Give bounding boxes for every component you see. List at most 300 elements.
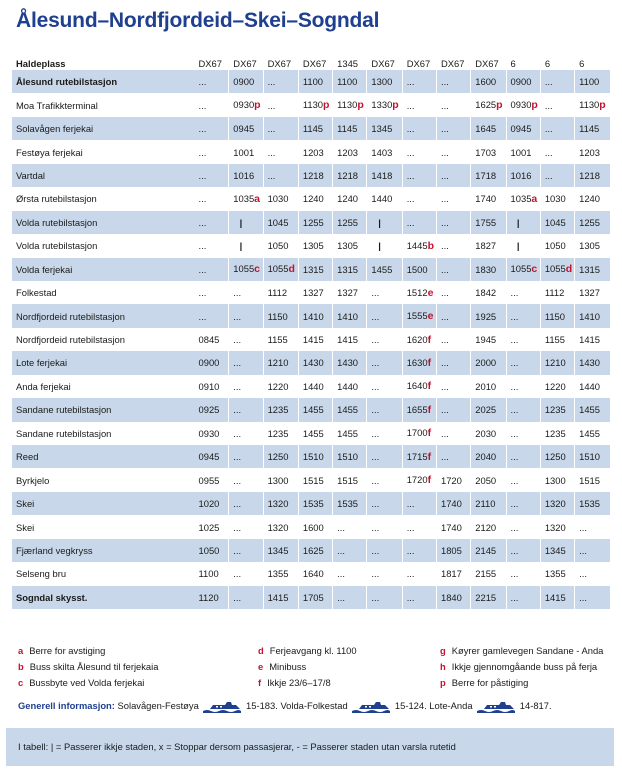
time-value: ...	[510, 544, 519, 556]
departure-time	[540, 164, 574, 187]
departure-time	[367, 164, 402, 187]
time-value: 1510	[337, 451, 358, 463]
departure-time	[436, 422, 470, 445]
table-row	[12, 398, 610, 421]
time-value: 1218	[337, 169, 358, 181]
time-value: 1410	[337, 310, 358, 322]
time-value: 1320	[544, 521, 566, 533]
time-value: 1100	[198, 568, 219, 580]
departure-time	[540, 562, 574, 585]
time-value: ...	[440, 99, 449, 111]
time-value: 1320	[267, 498, 289, 510]
departure-time	[298, 515, 332, 538]
departure-time	[436, 187, 470, 210]
departure-time	[436, 539, 470, 562]
legend-text: Minibuss	[269, 661, 307, 672]
time-value: ...	[406, 146, 415, 158]
departure-time	[263, 281, 298, 304]
time-value: 1840	[440, 591, 462, 603]
time-value: ...	[198, 76, 207, 88]
departure-time	[333, 468, 367, 491]
time-value: 1145	[337, 123, 358, 135]
time-value: ...	[198, 287, 207, 299]
time-value: 1210	[544, 357, 566, 369]
departure-time	[298, 234, 332, 257]
time-value: 1035	[233, 192, 255, 204]
time-value: ...	[440, 240, 449, 252]
departure-time	[506, 398, 540, 421]
departure-time	[471, 140, 506, 163]
time-value: 1510	[579, 451, 600, 463]
departure-time	[298, 140, 332, 163]
departure-time	[367, 304, 402, 327]
departure-time	[263, 164, 298, 187]
departure-time	[195, 140, 229, 163]
legend-item	[18, 661, 158, 672]
departure-time	[540, 539, 574, 562]
time-value: 1145	[579, 123, 600, 135]
legend-letter: c	[18, 677, 24, 688]
departure-time	[506, 328, 540, 351]
legend-text: Berre for avstiging	[29, 645, 106, 656]
departure-time	[298, 539, 332, 562]
time-value: ...	[233, 568, 242, 580]
time-value: ...	[406, 216, 415, 228]
departure-time	[263, 445, 298, 468]
stop-name: Vartdal	[12, 164, 195, 187]
time-value: ...	[440, 380, 449, 392]
time-value: 1715	[406, 450, 428, 462]
time-value: ...	[510, 474, 519, 486]
time-value: 1645	[475, 123, 497, 135]
departure-time	[229, 140, 263, 163]
time-value: 1625	[475, 99, 497, 111]
time-value: 1620	[406, 333, 428, 345]
time-value: ...	[510, 380, 519, 392]
legend-text: Bussbyte ved Volda ferjekai	[29, 677, 145, 688]
stop-name: Sogndal skysst.	[12, 586, 195, 609]
departure-time	[540, 468, 574, 491]
time-value: |	[239, 216, 243, 228]
departure-time	[333, 164, 367, 187]
legend-text: Buss skilta Ålesund til ferjekaia	[29, 661, 159, 672]
legend-letter: p	[440, 677, 446, 688]
time-value: 1720	[406, 474, 428, 486]
general-information	[18, 700, 618, 718]
departure-time	[471, 586, 506, 609]
time-value: ...	[371, 521, 380, 533]
time-value: 1512	[406, 286, 428, 298]
time-value: 0900	[233, 76, 255, 88]
time-value: ...	[510, 287, 519, 299]
time-value: |	[516, 240, 520, 252]
departure-time	[229, 562, 263, 585]
legend-letter: b	[18, 661, 24, 672]
time-value: 1440	[371, 193, 393, 205]
departure-time	[402, 211, 436, 234]
departure-time	[436, 328, 470, 351]
general-info-route-3: Lote-Anda	[429, 700, 473, 711]
time-value: ...	[198, 240, 207, 252]
table-row	[12, 187, 610, 210]
time-value: 0945	[510, 123, 532, 135]
time-value: ...	[544, 76, 553, 88]
departure-time	[298, 164, 332, 187]
stop-name: Sandane rutebilstasjon	[16, 427, 112, 439]
time-value: ...	[371, 451, 380, 463]
departure-time	[402, 258, 436, 281]
time-value: 1315	[579, 263, 600, 275]
time-value: 1320	[544, 498, 566, 510]
departure-time	[402, 117, 436, 140]
departure-time	[402, 351, 436, 374]
departure-time	[540, 422, 574, 445]
departure-time	[298, 258, 332, 281]
legend-letter: h	[440, 661, 446, 672]
time-value: ...	[510, 427, 519, 439]
departure-time	[298, 93, 332, 116]
time-value: 1240	[579, 193, 600, 205]
time-value: 1050	[544, 240, 566, 252]
departure-time	[471, 492, 506, 515]
departure-time	[506, 70, 540, 93]
timetable-header	[12, 58, 610, 70]
column-header-service: DX67	[298, 58, 332, 70]
time-value: 1345	[267, 544, 289, 556]
departure-time	[471, 70, 506, 93]
departure-time	[367, 117, 402, 140]
table-row	[12, 211, 610, 234]
general-info-ref-2: 15-124.	[394, 700, 427, 711]
departure-time	[540, 398, 574, 421]
departure-time	[333, 70, 367, 93]
time-value: 1300	[267, 474, 289, 486]
time-value: 1440	[579, 380, 600, 392]
departure-time	[263, 140, 298, 163]
departure-time	[263, 351, 298, 374]
departure-time	[575, 117, 610, 140]
time-value: 1327	[337, 287, 358, 299]
departure-time	[506, 562, 540, 585]
departure-time	[229, 211, 263, 234]
time-value: 1300	[544, 474, 566, 486]
departure-time	[195, 304, 229, 327]
footnote-marker: p	[357, 99, 364, 112]
departure-time	[436, 398, 470, 421]
departure-time	[367, 187, 402, 210]
time-value: 1220	[267, 380, 289, 392]
departure-time	[506, 515, 540, 538]
footnote-marker: c	[254, 263, 260, 276]
time-value: ...	[198, 123, 207, 135]
time-value: ...	[371, 310, 380, 322]
departure-time	[298, 562, 332, 585]
stop-name: Reed	[12, 445, 195, 468]
time-value: 2215	[475, 591, 497, 603]
departure-time	[436, 140, 470, 163]
departure-time	[436, 281, 470, 304]
departure-time	[402, 375, 436, 398]
time-value: 1455	[371, 263, 393, 275]
time-value: 1535	[337, 498, 358, 510]
time-value: 1430	[302, 357, 324, 369]
time-value: ...	[198, 169, 207, 181]
time-value: 1055	[267, 263, 289, 275]
departure-time	[506, 93, 540, 116]
departure-time	[402, 70, 436, 93]
time-value: ...	[337, 591, 345, 603]
legend-letter: e	[258, 661, 264, 672]
table-row	[12, 258, 610, 281]
time-value: 0845	[198, 334, 220, 346]
time-value: ...	[233, 427, 242, 439]
table-row	[12, 492, 610, 515]
departure-time	[367, 375, 402, 398]
time-value: 1155	[544, 334, 565, 346]
footnote-marker: f	[427, 427, 432, 440]
footer-box	[6, 728, 614, 766]
departure-time	[436, 70, 470, 93]
legend-text: Ferjeavgang kl. 1100	[269, 645, 357, 656]
time-value: ...	[233, 357, 242, 369]
departure-time	[229, 304, 263, 327]
departure-time	[298, 328, 332, 351]
time-value: ...	[440, 427, 449, 439]
departure-time	[402, 281, 436, 304]
time-value: 1250	[267, 451, 289, 463]
departure-time	[575, 234, 610, 257]
departure-time	[402, 398, 436, 421]
time-value: 1240	[302, 193, 324, 205]
time-value: 1305	[302, 240, 324, 252]
time-value: 1430	[579, 357, 600, 369]
time-value: 1020	[198, 498, 220, 510]
time-value: ...	[371, 498, 380, 510]
departure-time	[333, 539, 367, 562]
departure-time	[263, 258, 298, 281]
departure-time	[333, 586, 367, 609]
time-value: 1740	[440, 521, 462, 533]
legend-item	[258, 677, 331, 688]
departure-time	[540, 445, 574, 468]
departure-time	[195, 351, 229, 374]
time-value: ...	[406, 76, 415, 88]
departure-time	[298, 492, 332, 515]
legend-item	[18, 677, 144, 688]
departure-time	[575, 140, 610, 163]
time-value: 1112	[267, 287, 288, 299]
departure-time	[298, 70, 332, 93]
time-value: 1455	[337, 404, 358, 416]
time-value: 0955	[198, 474, 220, 486]
time-value: ...	[233, 498, 242, 510]
time-value: 1535	[302, 498, 324, 510]
time-value: 1455	[579, 404, 600, 416]
departure-time	[229, 93, 263, 116]
time-value: 1455	[337, 427, 358, 439]
time-value: 0925	[198, 404, 220, 416]
time-value: 1345	[371, 123, 393, 135]
departure-time	[195, 539, 229, 562]
legend-text: Berre for påstiging	[451, 677, 529, 688]
time-value: 1235	[267, 404, 289, 416]
departure-time	[333, 187, 367, 210]
departure-time	[575, 422, 610, 445]
departure-time	[263, 375, 298, 398]
departure-time	[333, 117, 367, 140]
stop-name: Sandane rutebilstasjon	[12, 398, 195, 421]
departure-time	[195, 328, 229, 351]
departure-time	[471, 258, 506, 281]
departure-time	[367, 586, 402, 609]
departure-time	[229, 375, 263, 398]
time-value: 0930	[198, 427, 220, 439]
general-info-label: Generell informasjon:	[18, 700, 115, 711]
departure-time	[471, 234, 506, 257]
time-value: ...	[233, 451, 242, 463]
time-value: 1418	[371, 169, 393, 181]
departure-time	[333, 258, 367, 281]
time-value: 1842	[475, 287, 497, 299]
time-value: 1403	[371, 146, 393, 158]
departure-time	[263, 422, 298, 445]
time-value: 1630	[406, 356, 428, 368]
departure-time	[402, 539, 436, 562]
stop-name: Volda rutebilstasjon	[16, 240, 98, 252]
time-value: 1515	[579, 474, 600, 486]
time-value: ...	[510, 498, 519, 510]
table-row	[12, 164, 610, 187]
departure-time	[471, 375, 506, 398]
time-value: ...	[233, 521, 242, 533]
column-header-service: 1345	[333, 58, 367, 70]
time-value: 1740	[475, 193, 497, 205]
departure-time	[575, 258, 610, 281]
time-value: 1410	[302, 310, 324, 322]
time-value: ...	[579, 521, 587, 533]
departure-time	[540, 492, 574, 515]
stop-name: Folkestad	[16, 287, 57, 299]
time-value: ...	[440, 357, 449, 369]
departure-time	[471, 468, 506, 491]
departure-time	[367, 562, 402, 585]
column-header-service: DX67	[198, 58, 222, 69]
stop-name: Selseng bru	[16, 568, 67, 580]
time-value: 1001	[233, 146, 255, 158]
time-value: ...	[440, 123, 449, 135]
departure-time	[471, 93, 506, 116]
time-value: ...	[267, 123, 276, 135]
departure-time	[436, 164, 470, 187]
stop-name: Skei	[12, 492, 195, 515]
time-value: ...	[371, 474, 380, 486]
time-value: ...	[337, 568, 345, 580]
departure-time	[367, 328, 402, 351]
departure-time	[471, 211, 506, 234]
departure-time	[229, 445, 263, 468]
time-value: 1345	[544, 544, 566, 556]
departure-time	[402, 164, 436, 187]
table-row	[12, 562, 610, 585]
departure-time	[333, 351, 367, 374]
departure-time	[333, 515, 367, 538]
departure-time	[195, 492, 229, 515]
departure-time	[229, 328, 263, 351]
time-value: 1150	[544, 310, 565, 322]
time-value: ...	[579, 544, 587, 556]
departure-time	[333, 422, 367, 445]
time-value: 2120	[475, 521, 497, 533]
time-value: 1703	[475, 146, 497, 158]
departure-time	[195, 258, 229, 281]
departure-time	[298, 281, 332, 304]
time-value: ...	[233, 287, 242, 299]
time-value: ...	[510, 568, 519, 580]
legend-letter: d	[258, 645, 264, 656]
departure-time	[540, 211, 574, 234]
time-value: ...	[371, 591, 380, 603]
departure-time	[333, 492, 367, 515]
table-row	[12, 93, 610, 116]
departure-time	[471, 328, 506, 351]
departure-time	[402, 468, 436, 491]
time-value: 1700	[406, 427, 428, 439]
time-value: ...	[510, 334, 519, 346]
stop-name: Nordfjordeid rutebilstasjon	[12, 304, 195, 327]
time-value: 1240	[337, 193, 358, 205]
time-value: ...	[440, 193, 449, 205]
legend-item	[258, 645, 357, 656]
legend-letter: a	[18, 645, 24, 656]
time-value: 1515	[302, 474, 324, 486]
time-value: 1410	[579, 310, 600, 322]
departure-time	[367, 258, 402, 281]
time-value: ...	[198, 99, 207, 111]
time-value: 1100	[579, 76, 600, 88]
time-value: 1203	[337, 146, 358, 158]
time-value: ...	[440, 216, 449, 228]
stop-name: Solavågen ferjekai	[12, 117, 195, 140]
departure-time	[540, 187, 574, 210]
time-value: 1355	[544, 568, 566, 580]
departure-time	[402, 187, 436, 210]
departure-time	[471, 562, 506, 585]
departure-time	[298, 398, 332, 421]
table-row	[12, 375, 610, 398]
departure-time	[540, 351, 574, 374]
departure-time	[263, 468, 298, 491]
departure-time	[367, 398, 402, 421]
page-title: Ålesund–Nordfjordeid–Skei–Sogndal	[16, 9, 380, 32]
time-value: 1945	[475, 334, 497, 346]
time-value: ...	[510, 357, 519, 369]
stop-name: Byrkjelo	[16, 474, 50, 486]
departure-time	[298, 187, 332, 210]
departure-time	[506, 539, 540, 562]
time-value: |	[378, 216, 381, 228]
time-value: 1055	[510, 263, 532, 275]
time-value: 1030	[544, 193, 566, 205]
time-value: ...	[510, 451, 519, 463]
departure-time	[195, 445, 229, 468]
stop-name: Ørsta rutebilstasjon	[16, 193, 97, 205]
departure-time	[195, 187, 229, 210]
departure-time	[575, 539, 610, 562]
time-value: 1218	[302, 169, 324, 181]
stop-name: Ålesund rutebilstasjon	[12, 70, 195, 93]
legend-item	[440, 677, 528, 688]
footer-text: I tabell: | = Passerer ikkje staden, x = Stoppar dersom passasjerar, - = Passerer staden utan varsla rutetid	[18, 741, 456, 752]
